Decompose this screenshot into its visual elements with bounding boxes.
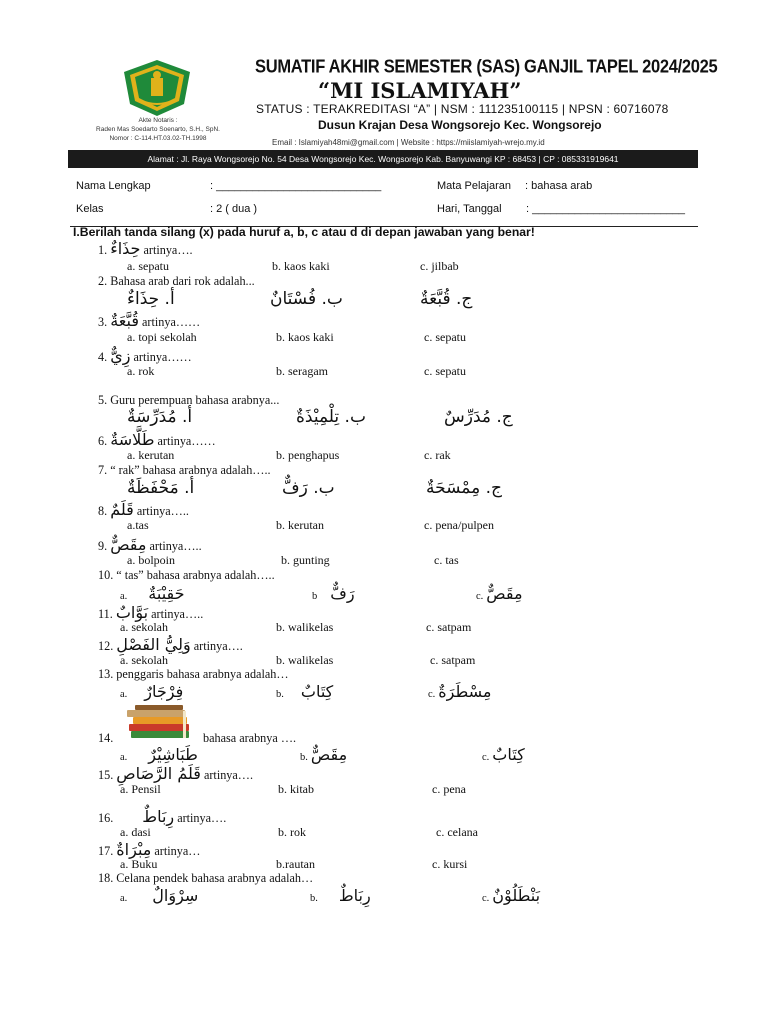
option-a[interactable] [120, 745, 198, 764]
date-label: Hari, Tanggal [437, 203, 502, 215]
option-c[interactable]: c. pena/pulpen [424, 518, 494, 532]
question-15 [98, 764, 253, 783]
exam-title: SUMATIF AKHIR SEMESTER (SAS) GANJIL TAPEL 2024/2025 [255, 57, 718, 78]
option-arabic: مِسْطَرَةٌ [438, 682, 492, 701]
option-a[interactable] [120, 886, 198, 905]
option-b[interactable]: ب. فُسْتَانٌ [270, 289, 343, 309]
option-letter: b. [310, 893, 318, 904]
arabic-word: وَلِيُّ الفَصْلِ [116, 635, 191, 654]
option-a[interactable]: a. sekolah [120, 653, 168, 667]
village-address: Dusun Krajan Desa Wongsorejo Kec. Wongsorejo [318, 118, 602, 132]
option-a[interactable]: a.tas [127, 518, 149, 532]
question-12 [98, 635, 243, 654]
question-text: artinya…. [140, 243, 193, 257]
arabic-word: زِيٌّ [110, 346, 131, 365]
question-number: 3. [98, 315, 108, 329]
option-b[interactable]: b. kaos kaki [276, 330, 334, 344]
question-number: 12. [98, 639, 114, 653]
arabic-word: رِبَاطٌ [142, 807, 175, 826]
option-c[interactable] [482, 886, 540, 905]
question-5: 5. Guru perempuan bahasa arabnya... [98, 393, 280, 407]
option-b[interactable]: b. seragam [276, 364, 328, 378]
option-b[interactable]: b. walikelas [276, 653, 334, 667]
option-c[interactable]: c. tas [434, 553, 459, 567]
question-text: artinya…. [200, 768, 254, 782]
question-7: 7. “ rak” bahasa arabnya adalah….. [98, 463, 271, 477]
option-b[interactable] [276, 682, 333, 701]
option-arabic: رِبَاطٌ [338, 886, 371, 905]
question-16 [98, 807, 226, 826]
question-text: artinya….. [146, 539, 202, 553]
question-text: artinya….. [133, 504, 189, 518]
question-4 [98, 346, 192, 365]
option-arabic: سِرْوَالٌ [152, 886, 199, 905]
option-a[interactable]: a. topi sekolah [127, 330, 197, 344]
school-name: “MI ISLAMIYAH” [318, 78, 522, 103]
question-number: 15. [98, 768, 114, 782]
question-9 [98, 535, 202, 554]
arabic-word: مِقَصٌّ [110, 535, 147, 554]
option-arabic: فِرْجَارٌ [144, 682, 184, 701]
option-arabic: مِقَصٌّ [486, 584, 523, 603]
date-field: : _________________________ [526, 203, 686, 215]
option-a[interactable]: أ. مُدَرِّسَةٌ [127, 407, 193, 427]
option-a[interactable]: a. Buku [120, 857, 158, 871]
arabic-word: طَلَّاسَةٌ [110, 430, 155, 449]
option-letter: b. [300, 752, 308, 763]
notary-line-3: Nomor : C-114.HT.03.02-TH.1998 [109, 135, 207, 142]
arabic-word: حِذَاءٌ [110, 239, 141, 258]
option-b[interactable]: ب. تِلْمِيْذَةٌ [296, 407, 366, 427]
option-b[interactable] [310, 886, 371, 905]
option-c[interactable]: ج. قُبَّعَةٌ [420, 289, 473, 309]
option-c[interactable]: c. satpam [426, 620, 472, 634]
option-c[interactable]: c. jilbab [420, 259, 459, 273]
question-10: 10. “ tas” bahasa arabnya adalah….. [98, 568, 275, 582]
option-letter: c. [482, 893, 490, 904]
option-c[interactable] [428, 682, 491, 701]
question-number: 6. [98, 434, 108, 448]
question-text: artinya…… [138, 315, 201, 329]
question-number: 11. [98, 607, 113, 621]
question-text: artinya…… [154, 434, 216, 448]
question-18: 18. Celana pendek bahasa arabnya adalah… [98, 871, 314, 885]
option-c[interactable] [482, 745, 525, 764]
option-c[interactable]: ج. مُدَرِّسٌ [444, 407, 513, 427]
option-c[interactable] [476, 584, 523, 603]
arabic-word: مِبْرَاةٌ [116, 840, 152, 859]
question-14-text: bahasa arabnya …. [203, 731, 297, 745]
option-b[interactable]: b. walikelas [276, 620, 334, 634]
school-logo-icon [118, 58, 196, 118]
subject-value: : bahasa arab [525, 180, 593, 192]
option-b[interactable]: b. kerutan [276, 518, 324, 532]
option-b[interactable]: b.rautan [276, 857, 315, 871]
option-letter: b [312, 591, 318, 602]
option-arabic: كِتَابٌ [492, 745, 525, 764]
option-c[interactable]: c. sepatu [424, 330, 466, 344]
address-bar: Alamat : Jl. Raya Wongsorejo No. 54 Desa Wongsorejo Kec. Wongsorejo Kab. Banyuwangi KP : 68453 | CP : 085331919641 [68, 150, 698, 168]
question-3 [98, 311, 200, 330]
option-a[interactable] [120, 584, 185, 603]
option-a[interactable]: a. kerutan [127, 448, 175, 462]
name-label: Nama Lengkap [76, 180, 151, 192]
option-a[interactable]: a. dasi [120, 825, 151, 839]
option-c[interactable]: c. pena [432, 782, 466, 796]
option-b[interactable]: ب. رَفٌّ [282, 478, 335, 498]
class-label: Kelas [76, 203, 104, 215]
question-number: 8. [98, 504, 108, 518]
option-c[interactable]: c. rak [424, 448, 451, 462]
option-letter: c. [482, 752, 490, 763]
instruction: I.Berilah tanda silang (x) pada huruf a, b, c atau d di depan jawaban yang benar! [73, 225, 535, 239]
notary-line-2: Raden Mas Soedarto Soenarto, S.H., SpN. [96, 126, 220, 133]
option-letter: a. [120, 591, 128, 602]
option-b[interactable]: b. kaos kaki [272, 259, 330, 273]
option-letter: c. [476, 591, 484, 602]
question-6 [98, 430, 216, 449]
option-b[interactable]: b. rok [278, 825, 306, 839]
option-letter: a. [120, 689, 128, 700]
arabic-word: بَوَّابٌ [115, 603, 149, 622]
name-field: : ___________________________ [210, 180, 382, 192]
question-14-number: 14. [98, 731, 114, 745]
option-a[interactable]: a. sepatu [127, 259, 169, 273]
notary-line-1: Akte Notaris : [138, 117, 178, 124]
option-a[interactable]: أ. مَحْفَظَةٌ [127, 478, 195, 498]
question-number: 4. [98, 350, 108, 364]
option-arabic: حَقِيْبَةٌ [148, 584, 185, 603]
arabic-word: قُبَّعَةٌ [110, 311, 139, 330]
option-letter: a. [120, 752, 128, 763]
contact-info: Email : Islamiyah48mi@gmail.com | Website : https://miislamiyah-wrejo.my.id [272, 138, 545, 147]
question-text: artinya…… [130, 350, 192, 364]
option-arabic: رَفٌّ [330, 584, 355, 603]
accreditation-status: STATUS : TERAKREDITASI “A” | NSM : 111235100115 | NPSN : 60716078 [256, 102, 669, 116]
option-c[interactable]: ج. مِمْسَحَةٌ [426, 478, 502, 498]
question-2: 2. Bahasa arab dari rok adalah... [98, 274, 255, 288]
arabic-word: قَلَمٌ [110, 500, 134, 519]
option-arabic: كِتَابٌ [300, 682, 334, 701]
question-text: artinya….. [148, 607, 204, 621]
option-a[interactable]: a. sekolah [120, 620, 168, 634]
option-arabic: طَبَاشِيْرٌ [148, 745, 198, 764]
question-number: 1. [98, 243, 108, 257]
option-b[interactable] [300, 745, 347, 764]
option-a[interactable]: a. Pensil [120, 782, 161, 796]
option-c[interactable]: c. kursi [432, 857, 468, 871]
option-b[interactable]: b. kitab [278, 782, 314, 796]
option-a[interactable]: a. rok [127, 364, 155, 378]
option-c[interactable]: c. satpam [430, 653, 476, 667]
option-letter: c. [428, 689, 436, 700]
question-1 [98, 239, 193, 258]
question-text: artinya…. [190, 639, 243, 653]
subject-label: Mata Pelajaran [437, 180, 511, 192]
arabic-word: قَلَمُ الرَّصَاصِ [116, 764, 201, 783]
option-a[interactable] [120, 682, 183, 701]
option-b[interactable]: b. penghapus [276, 448, 340, 462]
question-number: 9. [98, 539, 108, 553]
question-13: 13. penggaris bahasa arabnya adalah… [98, 667, 289, 681]
option-c[interactable]: c. sepatu [424, 364, 466, 378]
option-letter: a. [120, 893, 128, 904]
option-letter: b. [276, 689, 284, 700]
books-icon [125, 705, 193, 739]
option-b[interactable]: b. gunting [281, 553, 330, 567]
option-arabic: مِقَصٌّ [310, 745, 348, 764]
option-b[interactable] [312, 584, 355, 603]
class-value: : 2 ( dua ) [210, 203, 258, 215]
option-a[interactable]: أ. حِذَاءٌ [127, 289, 175, 309]
question-8 [98, 500, 189, 519]
question-number: 17. [98, 844, 114, 858]
question-number: 16. [98, 811, 114, 825]
option-c[interactable]: c. celana [436, 825, 478, 839]
question-text: artinya…. [174, 811, 227, 825]
option-a[interactable]: a. bolpoin [127, 553, 175, 567]
question-text: artinya… [151, 844, 201, 858]
option-arabic: بَنْطَلُوْنٌ [492, 886, 541, 905]
